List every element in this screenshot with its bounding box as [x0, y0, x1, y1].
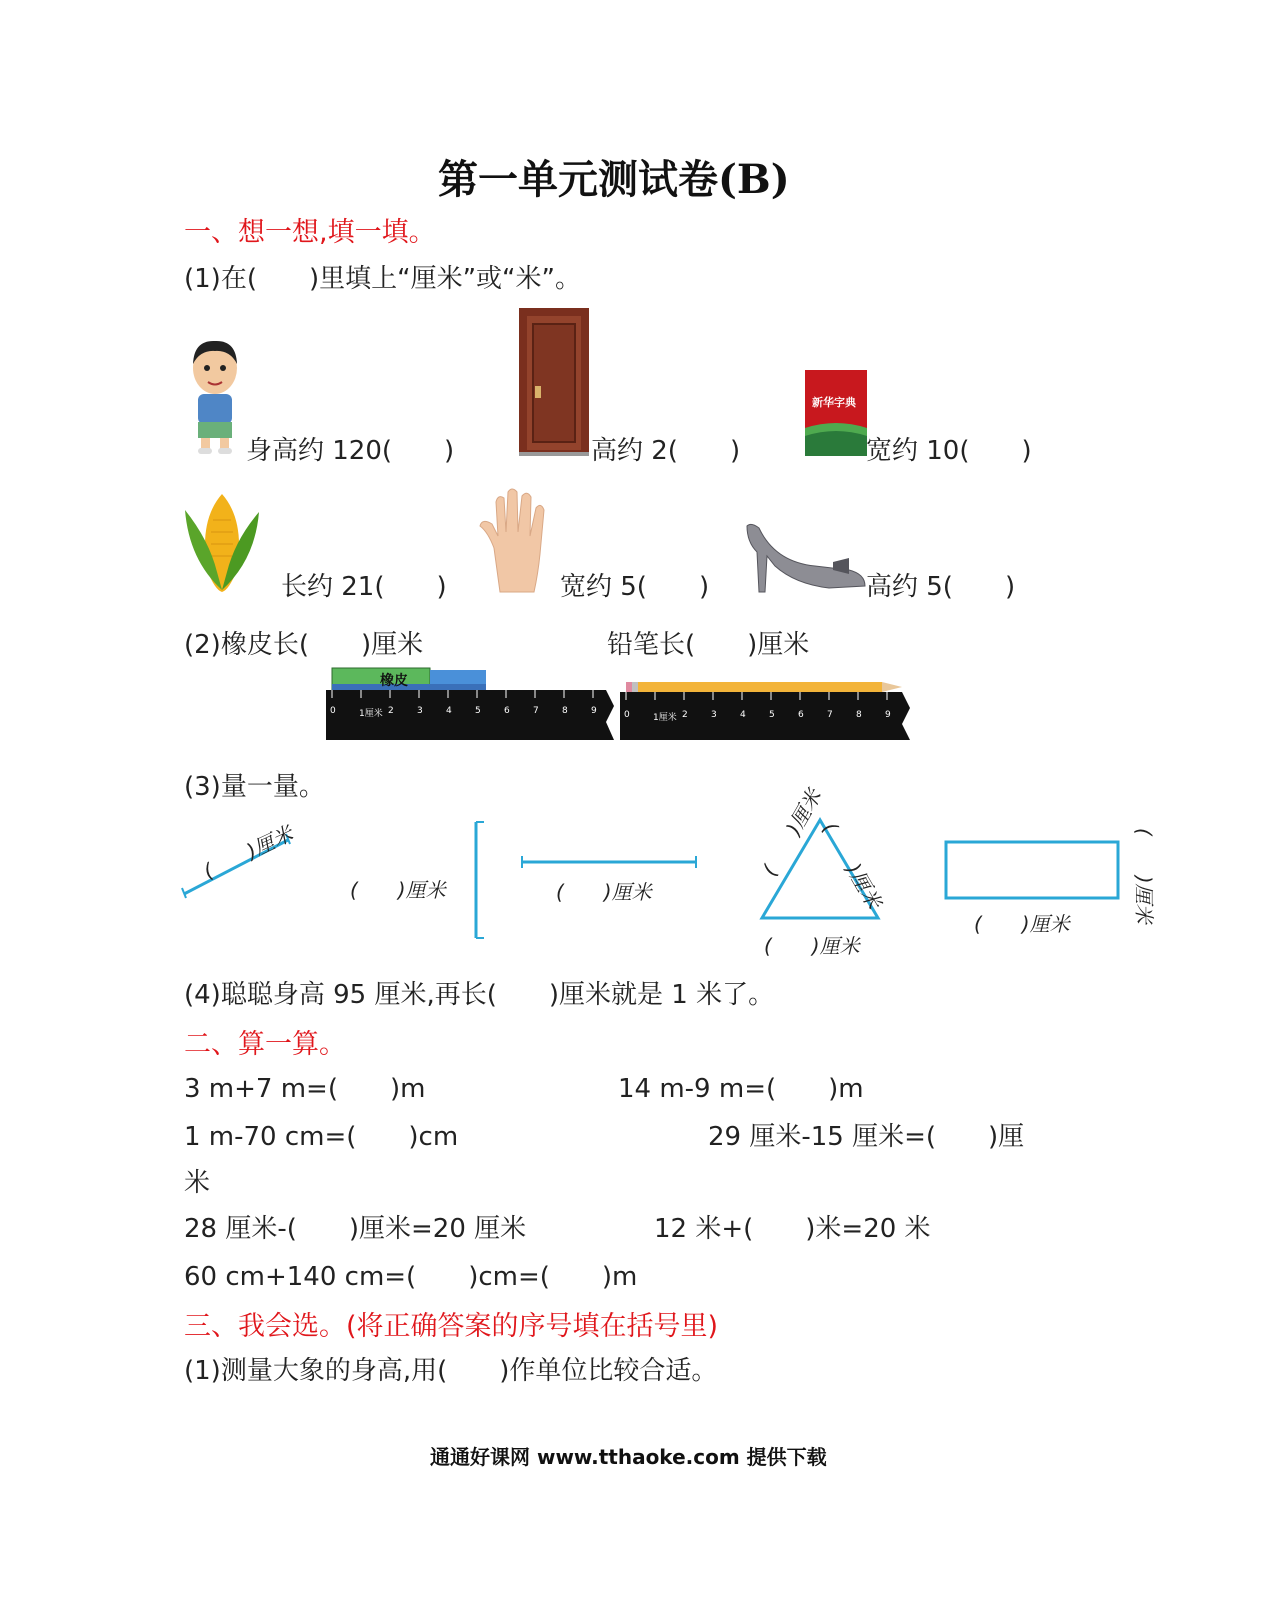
calc-row4: 60 cm+140 cm=( )cm=( )m	[184, 1262, 638, 1292]
dictionary-icon	[805, 370, 867, 456]
label-triangle-right: ( )厘米	[817, 818, 887, 913]
eraser-ruler-tick-6: 6	[504, 706, 510, 716]
label-triangle-left: ( )厘米	[757, 785, 827, 880]
label-vertical: ( )厘米	[350, 878, 446, 902]
boy-icon	[186, 338, 244, 456]
label-slanted: ( )厘米	[199, 821, 297, 884]
pencil-ruler-tick-9: 9	[885, 710, 891, 720]
label-horizontal: ( )厘米	[556, 880, 652, 904]
corn-icon	[183, 490, 261, 594]
calc-row2-left: 1 m-70 cm=( )cm	[184, 1122, 459, 1152]
eraser-ruler-unit: 1厘米	[359, 709, 383, 719]
measure-figures	[180, 818, 1160, 958]
question-1-2-pencil: 铅笔长( )厘米	[607, 630, 810, 660]
pencil-ruler-tick-4: 4	[740, 710, 746, 720]
calc-row2-wrap: 米	[184, 1168, 211, 1198]
page-title: 第一单元测试卷(B)	[438, 156, 790, 203]
eraser-ruler-tick-5: 5	[475, 706, 481, 716]
pencil-ruler-tick-6: 6	[798, 710, 804, 720]
question-1-4: (4)聪聪身高 95 厘米,再长( )厘米就是 1 米了。	[184, 980, 775, 1010]
eraser-ruler	[326, 668, 616, 742]
question-3-1: (1)测量大象的身高,用( )作单位比较合适。	[184, 1356, 718, 1386]
label-rectangle-side: ( )厘米	[1132, 828, 1156, 924]
section-2-heading: 二、算一算。	[184, 1029, 346, 1060]
pencil-ruler-tick-0: 0	[624, 710, 630, 720]
eraser-ruler-tick-0: 0	[330, 706, 336, 716]
eraser-ruler-tick-9: 9	[591, 706, 597, 716]
pencil-ruler-unit: 1厘米	[653, 713, 677, 723]
question-1-2-eraser: (2)橡皮长( )厘米	[184, 630, 424, 660]
caption-corn: 长约 21( )	[281, 572, 447, 602]
calc-row3-left: 28 厘米-( )厘米=20 厘米	[184, 1214, 527, 1244]
high-heel-icon	[745, 522, 867, 594]
question-1-1: (1)在( )里填上“厘米”或“米”。	[184, 264, 581, 294]
pencil-ruler-tick-8: 8	[856, 710, 862, 720]
pencil-ruler-tick-3: 3	[711, 710, 717, 720]
eraser-ruler-tick-2: 2	[388, 706, 394, 716]
caption-boy: 身高约 120( )	[246, 436, 455, 466]
eraser-ruler-tick-3: 3	[417, 706, 423, 716]
door-icon	[519, 308, 589, 456]
pencil-ruler-tick-5: 5	[769, 710, 775, 720]
calc-row1-right: 14 m-9 m=( )m	[618, 1074, 864, 1104]
section-3-heading: 三、我会选。(将正确答案的序号填在括号里)	[184, 1311, 719, 1342]
caption-dictionary: 宽约 10( )	[866, 436, 1032, 466]
dictionary-title: 新华字典	[812, 396, 856, 409]
label-triangle-bottom: ( )厘米	[764, 934, 860, 958]
eraser-ruler-tick-4: 4	[446, 706, 452, 716]
eraser-ruler-tick-8: 8	[562, 706, 568, 716]
question-1-3: (3)量一量。	[184, 772, 325, 802]
calc-row1-left: 3 m+7 m=( )m	[184, 1074, 426, 1104]
section-1-heading: 一、想一想,填一填。	[184, 217, 436, 248]
eraser-ruler-tick-7: 7	[533, 706, 539, 716]
label-rectangle-bottom: ( )厘米	[974, 912, 1070, 936]
rectangle	[946, 842, 1118, 898]
caption-high-heel: 高约 5( )	[866, 572, 1016, 602]
pencil-ruler-tick-7: 7	[827, 710, 833, 720]
caption-door: 高约 2( )	[591, 436, 741, 466]
footer-text: 通通好课网 www.tthaoke.com 提供下载	[430, 1445, 827, 1469]
eraser-label: 橡皮	[380, 673, 408, 689]
pencil-ruler-tick-2: 2	[682, 710, 688, 720]
calc-row3-right: 12 米+( )米=20 米	[654, 1214, 931, 1244]
caption-hand: 宽约 5( )	[560, 572, 710, 602]
calc-row2-right: 29 厘米-15 厘米=( )厘	[708, 1122, 1025, 1152]
hand-icon	[478, 488, 560, 594]
